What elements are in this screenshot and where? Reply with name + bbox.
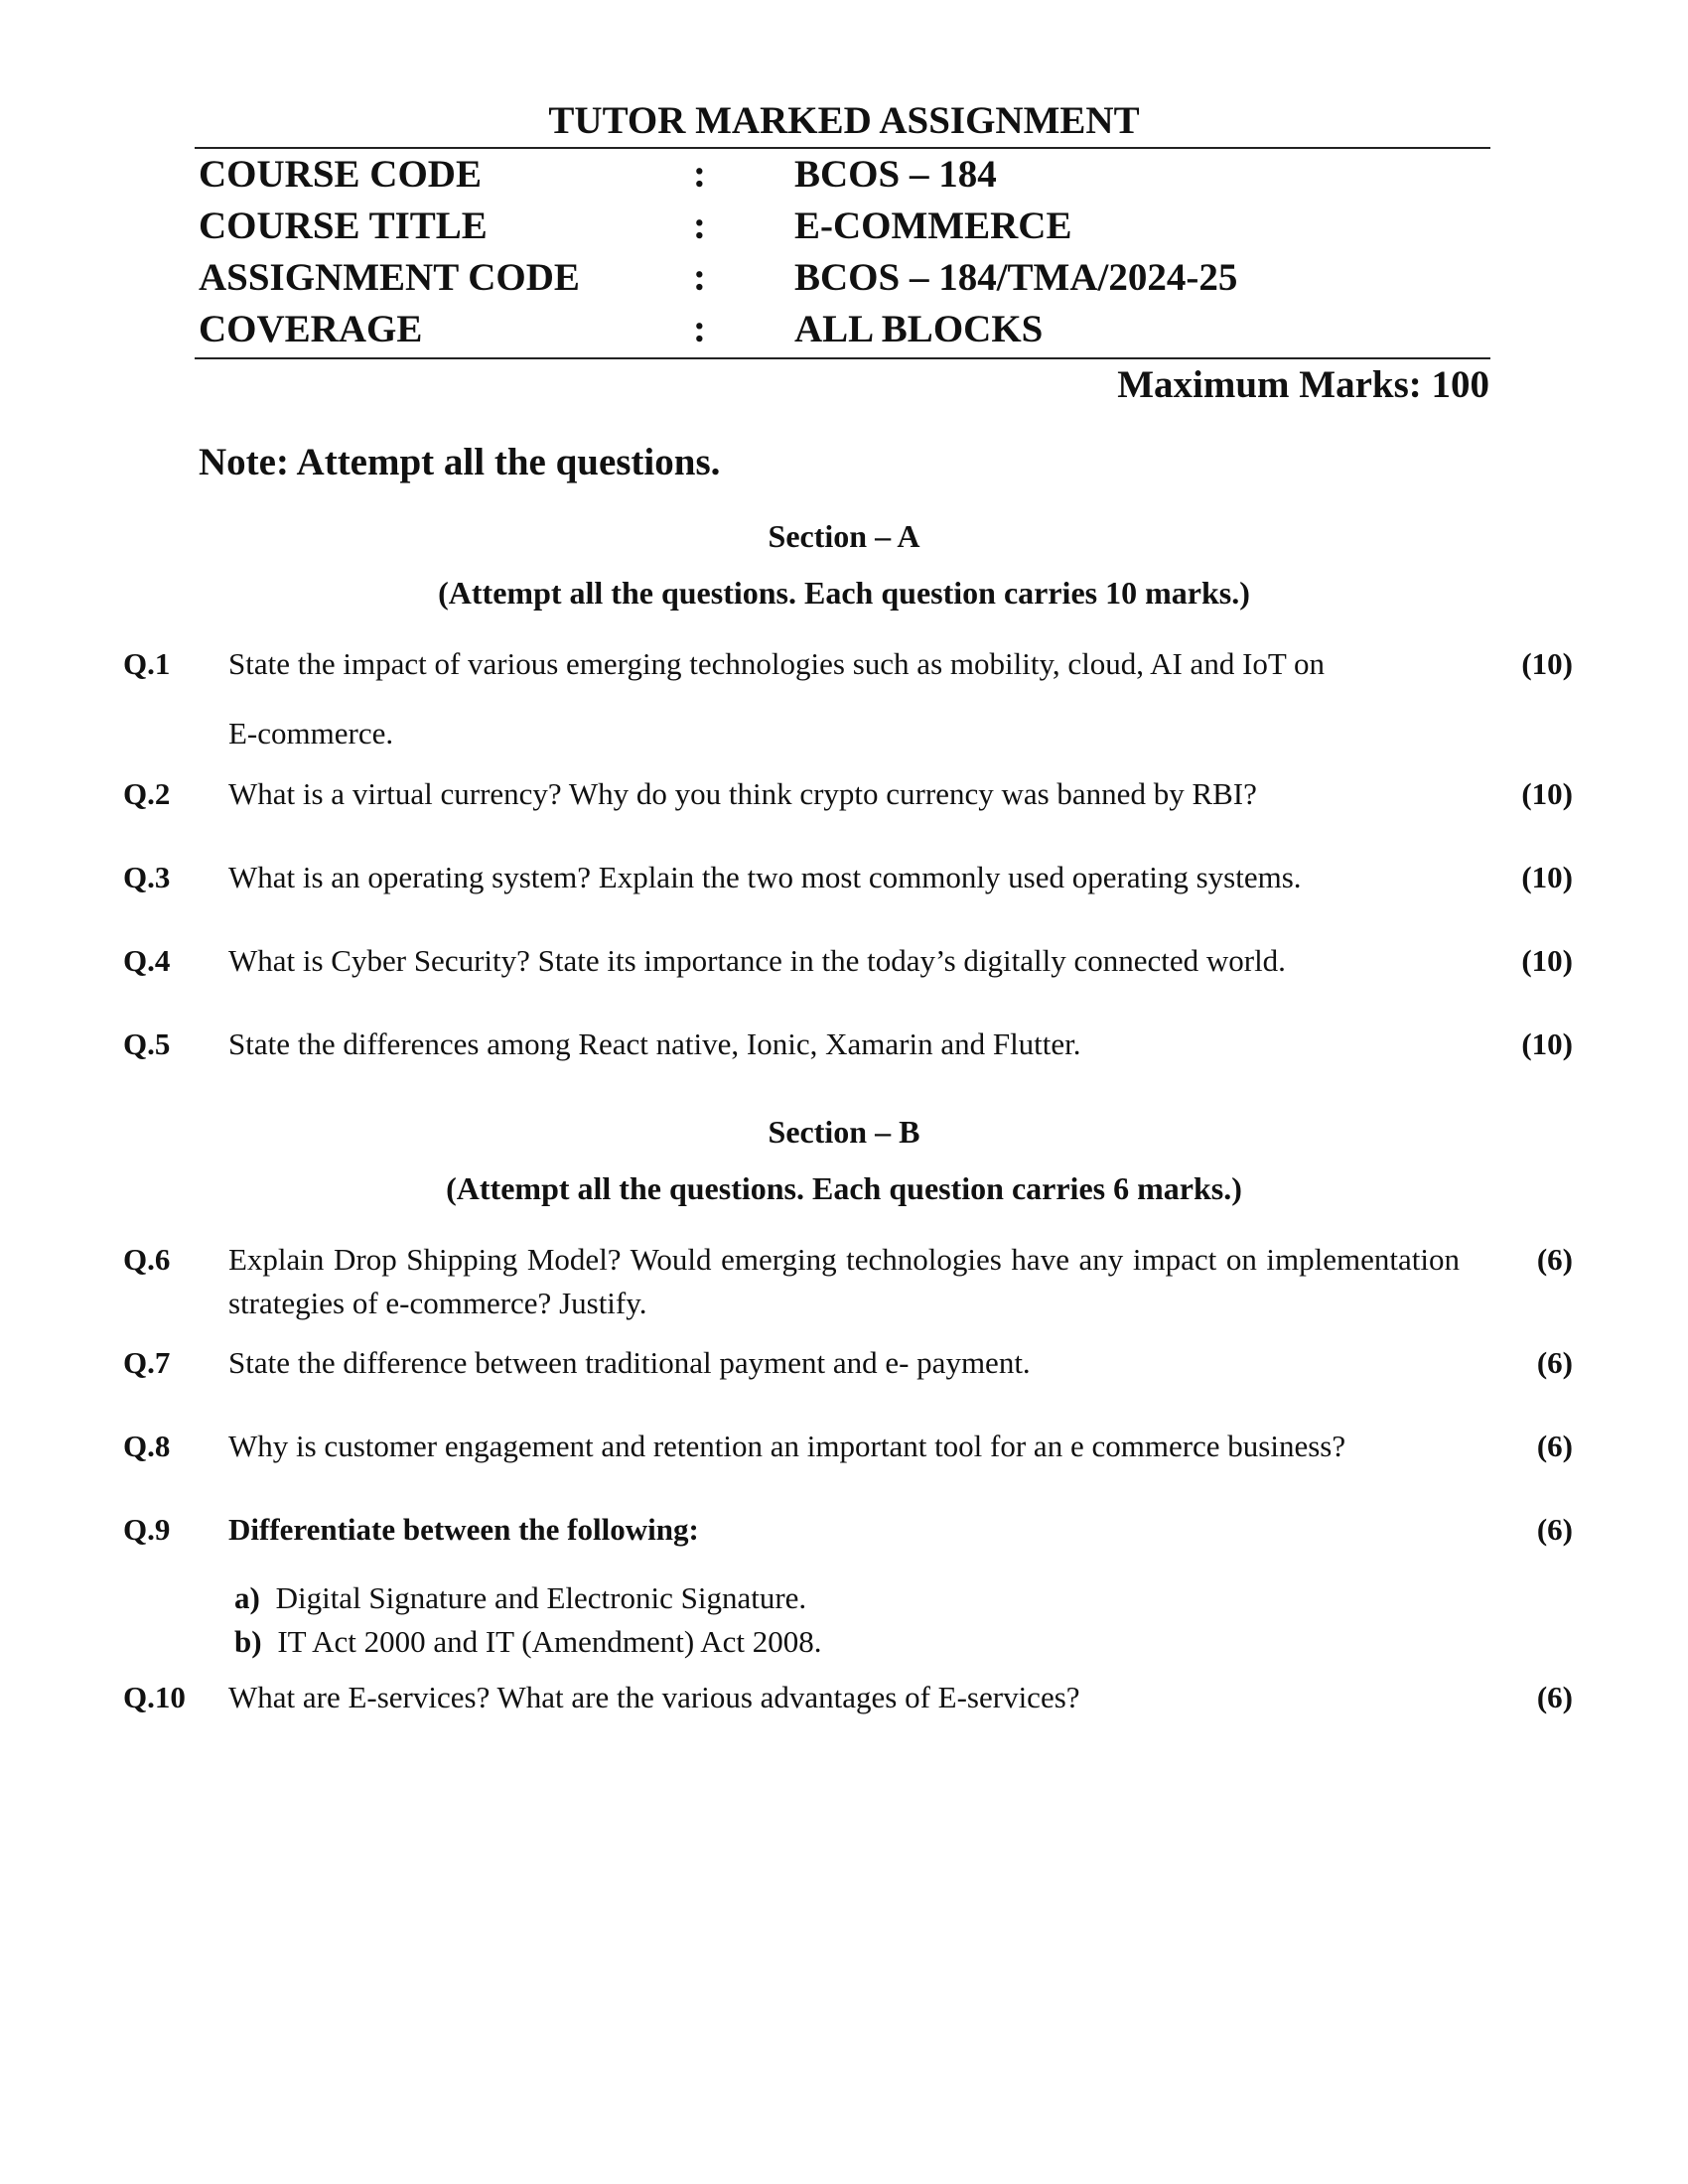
question-number: Q.7 (123, 1345, 171, 1380)
question-marks: (6) (1536, 1429, 1573, 1463)
course-title-row (199, 201, 1489, 252)
question-number: Q.8 (123, 1429, 171, 1463)
question-number: Q.3 (123, 860, 171, 894)
coverage-row (199, 304, 1489, 355)
section-a-instruction: (Attempt all the questions. Each question carries 10 marks.) (438, 575, 1250, 611)
sub-item-label: a) (234, 1580, 260, 1615)
question-number: Q.9 (123, 1512, 171, 1547)
course-title-colon: : (693, 205, 706, 247)
question-marks: (6) (1536, 1242, 1573, 1277)
section-b-instruction: (Attempt all the questions. Each question carries 6 marks.) (446, 1170, 1242, 1206)
question-number: Q.4 (123, 943, 171, 978)
question-number: Q.5 (123, 1026, 171, 1061)
question-text (228, 642, 1584, 755)
question-text: What is a virtual currency? Why do you think crypto currency was banned by RBI? (228, 776, 1257, 811)
maximum-marks: Maximum Marks: 100 (1117, 363, 1489, 406)
question-number: Q.2 (123, 776, 171, 811)
question-text: What are E-services? What are the various advantages of E-services? (228, 1680, 1080, 1714)
sub-item-b (234, 1620, 821, 1664)
question-text: Differentiate between the following: (228, 1512, 699, 1547)
question-number: Q.10 (123, 1680, 186, 1714)
question-number: Q.1 (123, 646, 171, 681)
coverage-value: ALL BLOCKS (794, 308, 1044, 350)
coverage-colon: : (693, 308, 706, 350)
assignment-code-value: BCOS – 184/TMA/2024-25 (794, 256, 1238, 299)
course-code-colon: : (693, 153, 706, 196)
sub-item-text: Digital Signature and Electronic Signature. (275, 1580, 807, 1615)
question-marks: (6) (1536, 1680, 1573, 1714)
question-text: Explain Drop Shipping Model? Would emerging technologies have any impact on implementation strategies of e-commerce? Justify. (228, 1242, 1460, 1320)
section-a-title: Section – A (768, 518, 920, 554)
question-marks: (10) (1521, 943, 1573, 978)
assignment-code-row (199, 252, 1489, 304)
question-marks: (10) (1521, 1026, 1573, 1061)
course-code-label: COURSE CODE (199, 153, 482, 196)
question-text: What is Cyber Security? State its importance in the today’s digitally connected world. (228, 943, 1286, 978)
note: Note: Attempt all the questions. (199, 441, 721, 483)
question-marks: (6) (1536, 1512, 1573, 1547)
sub-item-label: b) (234, 1624, 262, 1659)
question-marks: (10) (1521, 860, 1573, 894)
question-marks: (10) (1521, 646, 1573, 681)
question-text-line-1: State the impact of various emerging technologies such as mobility, cloud, AI and IoT on (228, 646, 1326, 681)
course-code-value: BCOS – 184 (794, 153, 997, 196)
course-title-value: E-COMMERCE (794, 205, 1072, 247)
section-b-title: Section – B (768, 1114, 920, 1150)
question-number: Q.6 (123, 1242, 171, 1277)
assignment-code-label: ASSIGNMENT CODE (199, 256, 580, 299)
question-text: What is an operating system? Explain the two most commonly used operating systems. (228, 860, 1302, 894)
course-title-label: COURSE TITLE (199, 205, 488, 247)
sub-item-a (234, 1576, 806, 1620)
sub-item-text: IT Act 2000 and IT (Amendment) Act 2008. (277, 1624, 822, 1659)
question-text: State the difference between traditional payment and e- payment. (228, 1345, 1031, 1380)
coverage-label: COVERAGE (199, 308, 423, 350)
question-text: Why is customer engagement and retention an important tool for an e commerce business? (228, 1429, 1346, 1463)
assignment-code-colon: : (693, 256, 706, 299)
document-title: TUTOR MARKED ASSIGNMENT (548, 99, 1140, 142)
question-marks: (10) (1521, 776, 1573, 811)
course-code-row (199, 149, 1489, 201)
question-text: State the differences among React native, Ionic, Xamarin and Flutter. (228, 1026, 1081, 1061)
question-marks: (6) (1536, 1345, 1573, 1380)
question-text-line-2: E-commerce. (228, 716, 394, 751)
